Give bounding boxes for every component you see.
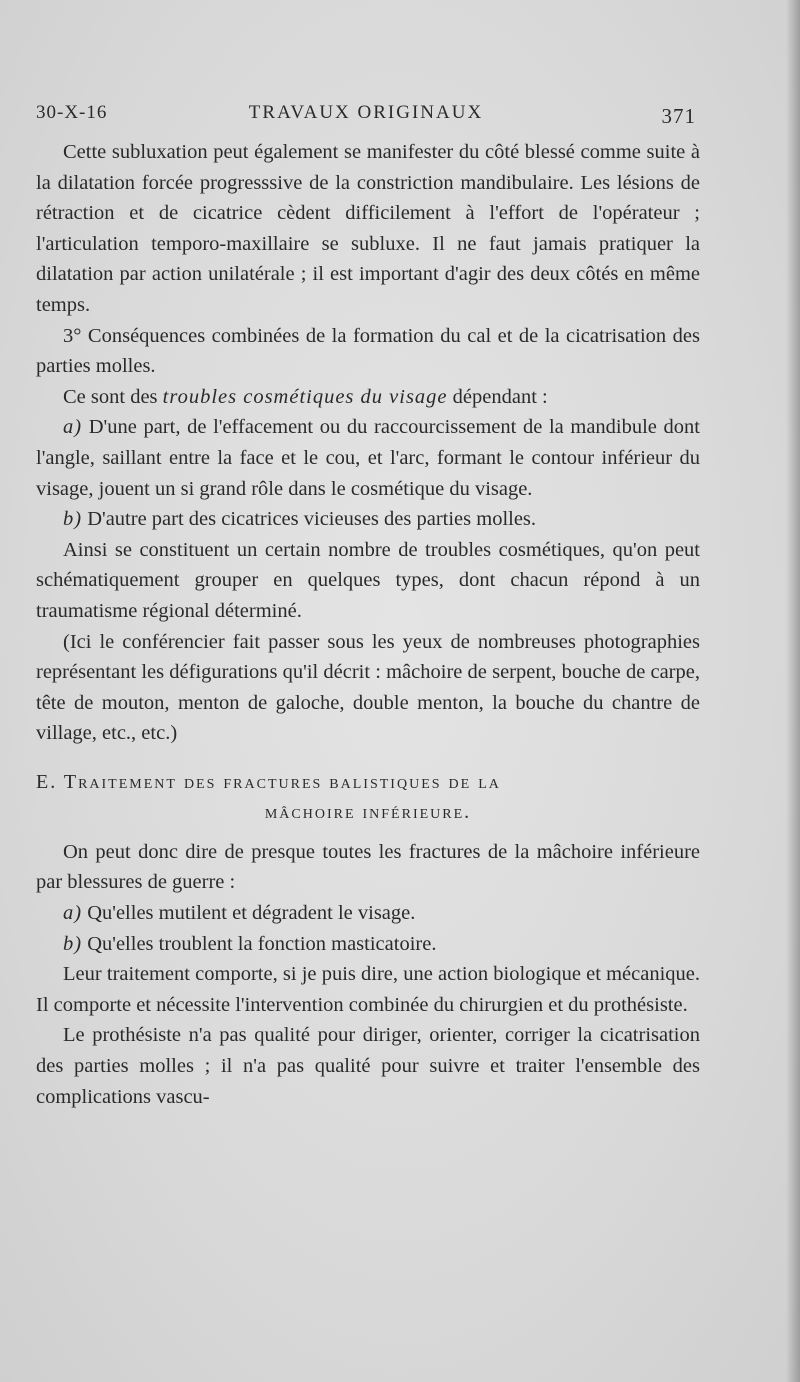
page-header: [36, 100, 696, 128]
page-edge-shadow: [786, 0, 800, 1382]
troubles-prefix: Ce sont des: [63, 385, 163, 408]
list-item-a1: [36, 412, 700, 504]
list-item-a2: [36, 898, 700, 929]
running-title: TRAVAUX ORIGINAUX: [248, 102, 484, 123]
section-title-line1: E. Traitement des fractures balistiques de la: [36, 770, 501, 793]
page-number: 371: [661, 104, 696, 128]
header-date: 30-X-16: [36, 102, 108, 123]
list-label: b): [63, 932, 83, 955]
section-title-line2: mâchoire inférieure.: [264, 800, 472, 823]
page-body: [36, 137, 700, 1112]
troubles-italic: troubles cosmétiques du visage: [162, 385, 448, 408]
paragraph-prothesiste: Le prothésiste n'a pas qualité pour diriger, orienter, corriger la cicatrisation des parties molles ; il n'a pas qualité pour suivre et traiter l'ensemble des complications vascu-: [36, 1024, 700, 1108]
paragraph-consequences: 3° Conséquences combinées de la formation du cal et de la cicatrisation des parties molles.: [36, 324, 700, 378]
paragraph-photographies: (Ici le conférencier fait passer sous les yeux de nombreuses photographies représentant les défigurations qu'il décrit : mâchoire de serpent, bouche de carpe, tête de mouton, menton de galoche, double menton, la bouche du chantre de village, etc., etc.): [36, 630, 700, 745]
paragraph-traitement: Leur traitement comporte, si je puis dire, une action biologique et mécanique. Il comporte et nécessite l'intervention combinée du chirurgien et du prothésiste.: [36, 963, 700, 1016]
list-label: a): [63, 902, 83, 925]
troubles-suffix: dépendant :: [447, 385, 548, 408]
list-label: a): [63, 416, 83, 439]
list-item-b2: [36, 929, 700, 960]
paragraph-troubles: [36, 382, 700, 413]
list-text: D'une part, de l'effacement ou du raccourcissement de la mandibule dont l'angle, saillant entre la face et le cou, et l'arc, formant le contour inférieur du visage, jouent un si grand rôle dans le cosmétique du visage.: [36, 416, 700, 500]
list-label: b): [63, 508, 83, 531]
paragraph-subluxation: Cette subluxation peut également se manifester du côté blessé comme suite à la dilatation forcée progresssive de la constriction mandibulaire. Les lésions de rétraction et de cicatrice cèdent difficilement à l'effort de l'opérateur ; l'articulation temporo-maxillaire se subluxe. Il ne faut jamais pratiquer la dilatation par action unilatérale ; il est important d'agir des deux côtés en même temps.: [36, 141, 700, 316]
paragraph-types: Ainsi se constituent un certain nombre de troubles cosmétiques, qu'on peut schématiquement grouper en quelques types, dont chacun répond à un traumatisme régional déterminé.: [36, 538, 700, 622]
list-text: Qu'elles troublent la fonction masticatoire.: [82, 932, 437, 955]
section-title: [36, 767, 700, 827]
list-item-b1: [36, 504, 700, 535]
list-text: Qu'elles mutilent et dégradent le visage.: [82, 902, 416, 925]
list-text: D'autre part des cicatrices vicieuses des parties molles.: [82, 508, 537, 531]
paragraph-fractures: On peut donc dire de presque toutes les fractures de la mâchoire inférieure par blessures de guerre :: [36, 840, 700, 894]
